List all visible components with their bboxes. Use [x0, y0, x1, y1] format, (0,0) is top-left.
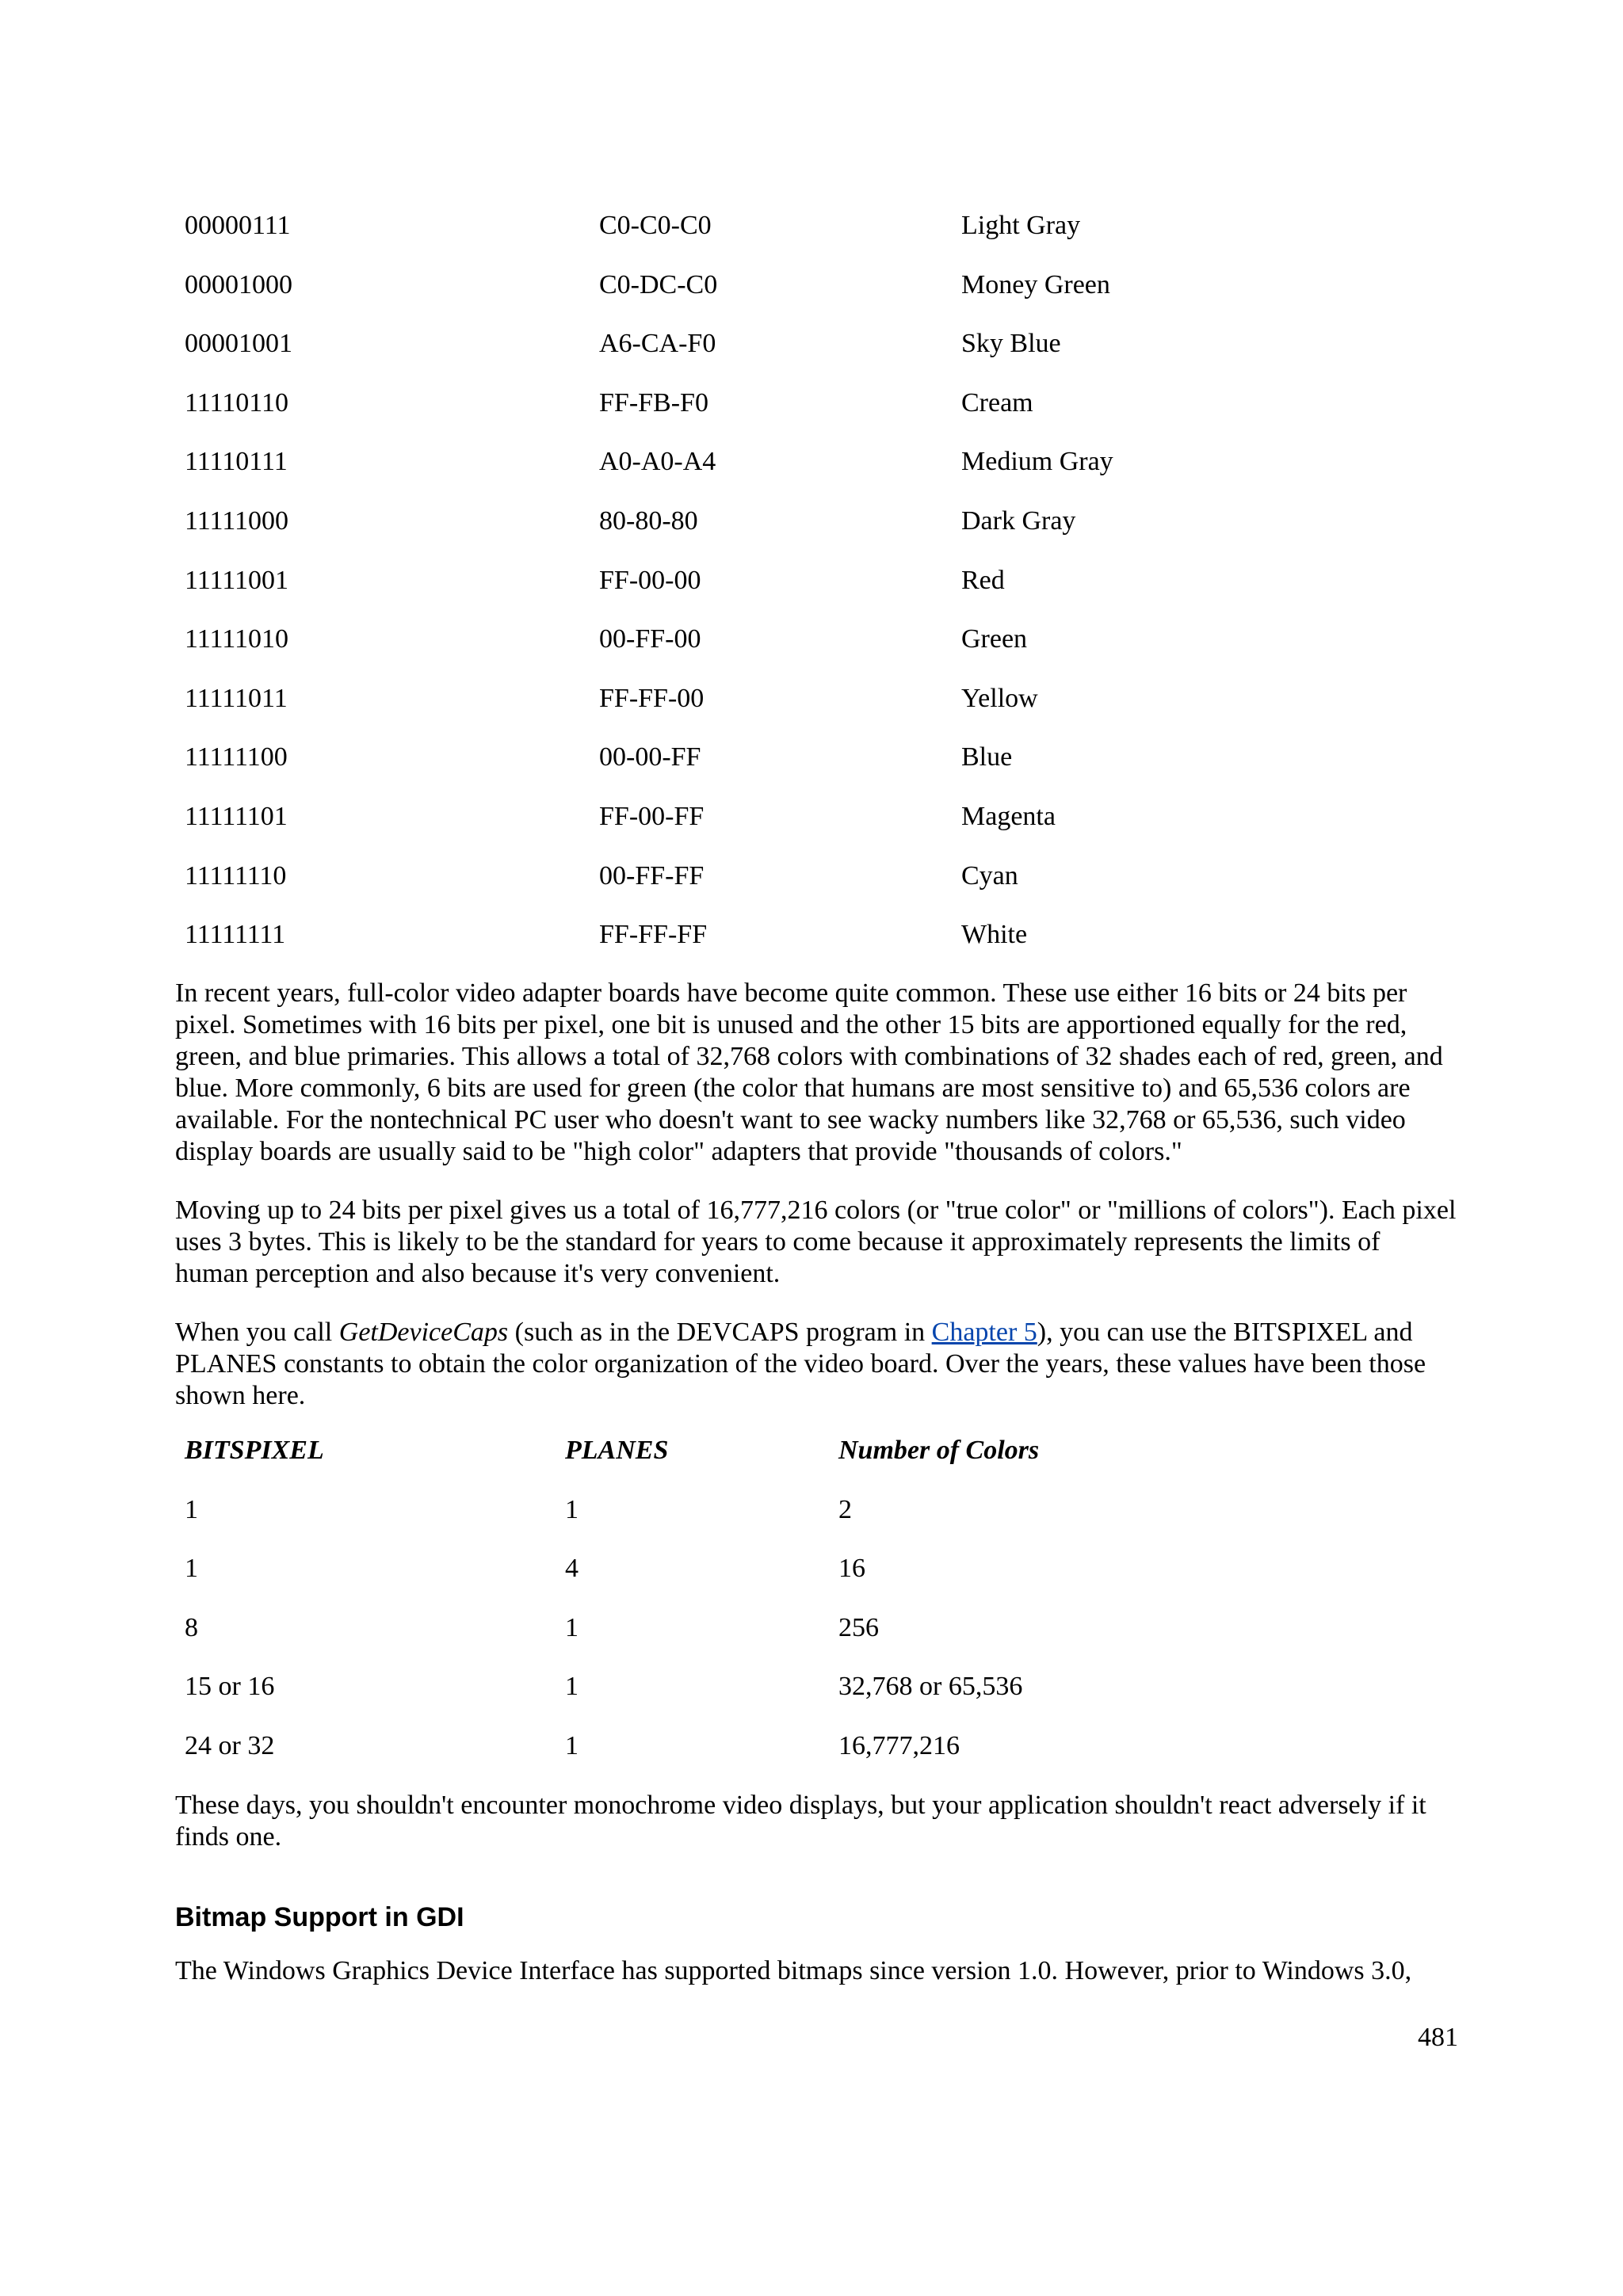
planes-cell: 1 [565, 1730, 579, 1760]
table-row [0, 860, 1623, 920]
rgb-cell: FF-00-00 [599, 565, 701, 595]
bits-cell: 11111000 [185, 505, 288, 536]
color-name-cell: Yellow [961, 683, 1038, 713]
table-row [0, 505, 1623, 565]
table-row [0, 1671, 1623, 1730]
planes-cell: 1 [565, 1672, 579, 1702]
bits-cell: 11110111 [185, 447, 288, 477]
table-row [0, 801, 1623, 860]
table-row [0, 446, 1623, 505]
table-row [0, 210, 1623, 269]
table-row [0, 269, 1623, 329]
color-name-cell: Money Green [961, 269, 1110, 299]
header-planes: PLANES [565, 1436, 669, 1465]
bitspixel-cell: 24 or 32 [185, 1730, 275, 1760]
bits-cell: 11111100 [185, 742, 288, 772]
table-row [0, 565, 1623, 624]
palette-color-table [0, 210, 1623, 978]
page-number: 481 [1418, 2023, 1458, 2052]
bits-cell: 11111111 [185, 920, 286, 950]
color-name-cell: White [961, 920, 1028, 950]
rgb-cell: 00-FF-00 [599, 624, 701, 654]
table-row [0, 328, 1623, 387]
text-segment: ), you can use the BITSPIXEL and PLANES constants to obtain the color organization of the video board. Over the years, these values have been those shown here. [175, 1318, 1426, 1410]
rgb-cell: FF-00-FF [599, 801, 705, 831]
color-name-cell: Medium Gray [961, 447, 1113, 477]
colors-cell: 16,777,216 [838, 1730, 960, 1760]
planes-cell: 1 [565, 1612, 579, 1642]
paragraph-high-color: In recent years, full-color video adapter boards have become quite common. These use either 16 bits or 24 bits per pixel. Sometimes with 16 bits per pixel, one bit is unused and the other 15 bits are apportioned equally for the red, green, and blue primaries. This allows a total of 32,768 colors with combinations of 32 shades each of red, green, and blue. More commonly, 6 bits are used for green (the color that humans are most sensitive to) and 65,536 colors are available. For the nontechnical PC user who doesn't want to see wacky numbers like 32,768 or 65,536, such video display boards are usually said to be "high color" adapters that provide "thousands of colors." [175, 978, 1443, 1166]
rgb-cell: C0-DC-C0 [599, 269, 718, 299]
table-row [0, 1553, 1623, 1612]
table-row [0, 1494, 1623, 1554]
bitspixel-cell: 1 [185, 1554, 198, 1584]
section-heading: Bitmap Support in GDI [175, 1902, 464, 1932]
table-row [0, 919, 1623, 978]
table-row [0, 1730, 1623, 1790]
color-name-cell: Blue [961, 742, 1013, 772]
paragraph-gdi-bitmaps: The Windows Graphics Device Interface has supported bitmaps since version 1.0. However, prior to Windows 3.0, [175, 1956, 1412, 1985]
colors-cell: 32,768 or 65,536 [838, 1672, 1023, 1702]
table-row [0, 1612, 1623, 1672]
table-row [0, 742, 1623, 801]
color-name-cell: Magenta [961, 801, 1056, 831]
bits-cell: 00000111 [185, 211, 291, 240]
bits-cell: 11111101 [185, 801, 288, 831]
rgb-cell: FF-FB-F0 [599, 387, 708, 418]
rgb-cell: FF-FF-FF [599, 920, 708, 950]
rgb-cell: A6-CA-F0 [599, 329, 716, 359]
text-segment: When you call [175, 1318, 339, 1347]
table-header-row [0, 1435, 1623, 1494]
bits-cell: 11111011 [185, 683, 288, 713]
color-name-cell: Dark Gray [961, 505, 1076, 536]
function-name: GetDeviceCaps [338, 1318, 509, 1347]
color-name-cell: Green [961, 624, 1028, 654]
bits-cell: 11111110 [185, 860, 287, 891]
color-name-cell: Cyan [961, 860, 1018, 891]
bitspixel-cell: 8 [185, 1612, 198, 1642]
color-name-cell: Light Gray [961, 211, 1081, 240]
table-row [0, 683, 1623, 742]
bitspixel-cell: 1 [185, 1494, 198, 1524]
bits-cell: 11111010 [185, 624, 288, 654]
paragraph-getdevicecaps [175, 1317, 1459, 1412]
color-name-cell: Cream [961, 387, 1033, 418]
bits-cell: 11110110 [185, 387, 288, 418]
header-bitspixel: BITSPIXEL [185, 1436, 324, 1465]
table-row [0, 624, 1623, 683]
rgb-cell: 00-00-FF [599, 742, 701, 772]
header-number-of-colors: Number of Colors [838, 1436, 1040, 1465]
bitspixel-cell: 15 or 16 [185, 1672, 275, 1702]
paragraph-true-color: Moving up to 24 bits per pixel gives us a total of 16,777,216 colors (or "true color" or "millions of colors"). Each pixel uses 3 bytes. This is likely to be the standard for years to come because it approximately represents the limits of human perception and also because it's very convenient. [175, 1196, 1457, 1288]
paragraph-monochrome: These days, you shouldn't encounter monochrome video displays, but your application shouldn't react adversely if it finds one. [175, 1791, 1426, 1852]
bits-cell: 11111001 [185, 565, 288, 595]
bits-cell: 00001000 [185, 269, 292, 299]
bits-cell: 00001001 [185, 329, 292, 359]
rgb-cell: 00-FF-FF [599, 860, 705, 891]
color-name-cell: Red [961, 565, 1005, 595]
rgb-cell: FF-FF-00 [599, 683, 705, 713]
table-row [0, 387, 1623, 447]
color-name-cell: Sky Blue [961, 329, 1061, 359]
colors-cell: 256 [838, 1612, 879, 1642]
rgb-cell: C0-C0-C0 [599, 211, 712, 240]
planes-cell: 1 [565, 1494, 579, 1524]
bitspixel-table [0, 1435, 1623, 1790]
text-segment: (such as in the DEVCAPS program in [508, 1318, 932, 1347]
chapter-5-link[interactable]: Chapter 5 [931, 1318, 1037, 1347]
rgb-cell: A0-A0-A4 [599, 447, 716, 477]
colors-cell: 2 [838, 1494, 852, 1524]
colors-cell: 16 [838, 1554, 865, 1584]
planes-cell: 4 [565, 1554, 579, 1584]
rgb-cell: 80-80-80 [599, 505, 698, 536]
